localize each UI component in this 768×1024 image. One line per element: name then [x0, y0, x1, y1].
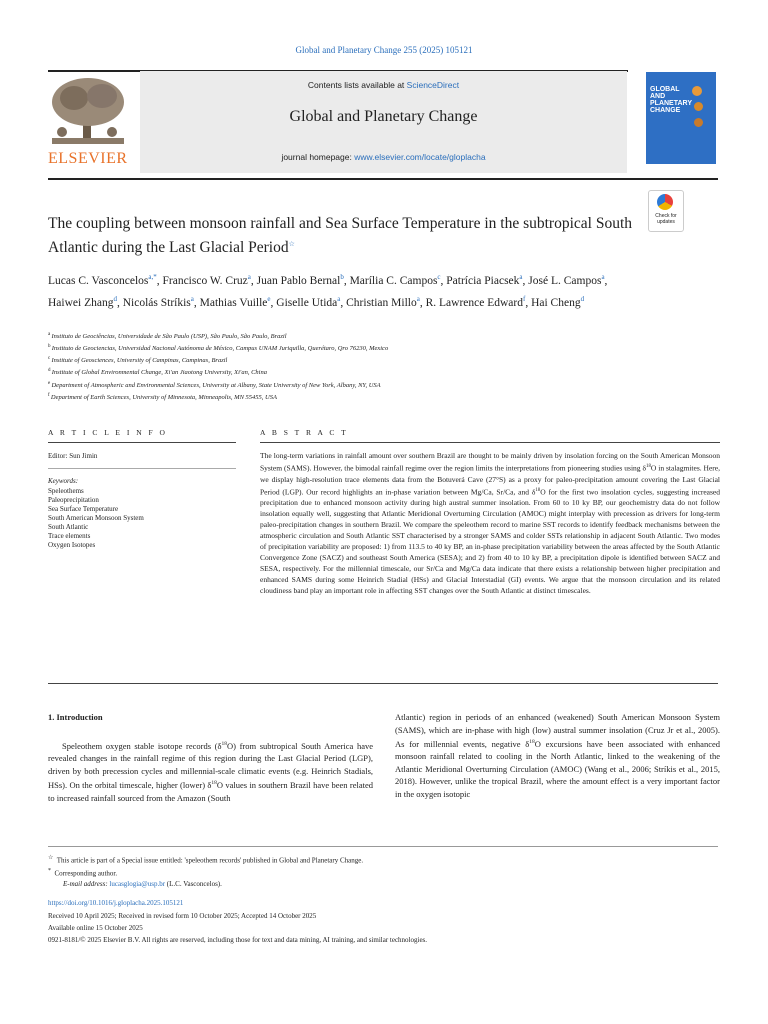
footnote-divider	[48, 846, 718, 847]
publisher-name: ELSEVIER	[48, 150, 128, 167]
section-heading: 1. Introduction	[48, 712, 103, 722]
keyword: South Atlantic	[48, 523, 89, 531]
affiliation: $^f$ Department of Earth Sciences, University of Minnesota, Minneapolis, MN 55455, USA	[48, 392, 277, 401]
copyright: 0921-8181/© 2025 Elsevier B.V. All rights are reserved, including those for text and data mining, AI training, and similar technologies.	[48, 936, 428, 944]
check-updates-icon	[657, 194, 673, 210]
doi-link[interactable]: https://doi.org/10.1016/j.gloplacha.2025.105121	[48, 899, 184, 907]
editor: Editor: Sun Jimin	[48, 452, 98, 460]
cover-title: GLOBAL AND PLANETARY CHANGE	[650, 86, 692, 114]
affiliation-marker[interactable]: a	[247, 273, 251, 281]
affiliation-marker[interactable]: a	[601, 273, 605, 281]
affiliation: $^b$ Instituto de Geociencias, Universidad Nacional Autónoma de México, Campus UNAM Juriquilla, Querétaro, Qro 76230, Mexico	[48, 344, 389, 353]
article-title: The coupling between monsoon rainfall and Sea Surface Temperature in the subtropical South Atlantic during the Last Glacial Period☆	[48, 215, 633, 257]
author-name[interactable]: Patrícia Piacsek	[446, 274, 520, 287]
author-name[interactable]: Hai Cheng	[531, 296, 581, 309]
author-name[interactable]: José L. Campos	[528, 274, 602, 287]
author-list: Lucas C. Vasconcelos$^{a,*}$, Francisco W. Cruz$^a$, Juan Pablo Bernal$^b$, Marília C. Campos$^c$, Patrícia Piacsek$^a$, José L. Campos$^a$, Haiwei Zhang$^d$, Nicolás Stríkis$^a$, Mathias Vuille$^e$, Giselle Utida$^a$, Christian Millo$^a$, R. Lawrence Edward$^f$, Hai Cheng$^d$	[48, 273, 608, 309]
affiliation-marker[interactable]: e	[267, 294, 271, 303]
affiliation-marker[interactable]: a	[416, 294, 420, 303]
affiliation-marker[interactable]: d	[113, 294, 117, 303]
affiliation-marker[interactable]: c	[437, 273, 441, 281]
footnote-special-issue: ☆ This article is part of a Special issue entitled: 'speleothem records' published in Global and Planetary Change.	[48, 855, 364, 865]
footnote-email: E-mail address: lucasglogia@usp.br (L.C. Vasconcelos).	[63, 880, 222, 888]
affiliation-marker[interactable]: a,*	[148, 273, 157, 281]
author-name[interactable]: Christian Millo	[346, 296, 417, 309]
author-name[interactable]: Giselle Utida	[276, 296, 338, 309]
keywords-label: Keywords:	[48, 477, 79, 485]
keyword: Trace elements	[48, 532, 91, 540]
header-bottom-rule	[48, 178, 718, 180]
check-updates-label: Check for updates	[655, 213, 677, 225]
affiliation: $^d$ Institute of Global Environmental Change, Xi'an Jiaotong University, Xi'an, China	[48, 368, 267, 377]
affiliation: $^a$ Instituto de Geociências, Universidade de São Paulo (USP), São Paulo, São Paulo, Brazil	[48, 332, 287, 341]
footnote-corresponding: * Corresponding author.	[48, 868, 118, 878]
email-link[interactable]: lucasglogia@usp.br	[109, 880, 166, 888]
affiliation-marker[interactable]: b	[340, 273, 344, 281]
affiliation-marker[interactable]: a	[190, 294, 194, 303]
intro-right-column: Atlantic) region in periods of an enhanced (weakened) South American Monsoon System (SAMS), which are in-phase with high (low) austral summer insolation (Cruz Jr et al., 2005). As for millennial events, negative $\delta^{18}O$ excursions have been associated with enhanced monsoon rainfall related to cooling in the North Atlantic, linked to the weakening of the Atlantic Meridional Overturning Circulation (AMOC) (Wang et al., 2006; Stríkis et al., 2015, 2018). However, unlike the tropical Brazil, where the amount effect is a very important factor in the oxygen isotopic	[395, 712, 720, 799]
author-name[interactable]: Nicolás Stríkis	[122, 296, 191, 309]
author-name[interactable]: Mathias Vuille	[199, 296, 268, 309]
contents-line: Contents lists available at ScienceDirect	[307, 80, 460, 90]
abstract-heading: A B S T R A C T	[260, 428, 349, 437]
journal-reference[interactable]: Global and Planetary Change 255 (2025) 105121	[295, 45, 473, 55]
affiliation: $^c$ Institute of Geosciences, University of Campinas, Campinas, Brazil	[48, 356, 228, 365]
homepage-link[interactable]: www.elsevier.com/locate/gloplacha	[354, 152, 486, 162]
intro-left-column: Speleothem oxygen stable isotope records $(\delta^{18}O)$ from subtropical South America have revealed changes in the rainfall regime of this region during the Last Glacial Period (LGP), driven by both precession cycles and millennial-scale climatic events (e.g. Heinrich Stadials, HSs). On the orbital timescale, higher (lower) $\delta^{18}O$ values in southern Brazil have been related to increased rainfall sourced from the Amazon (South	[48, 740, 373, 803]
affiliation-marker[interactable]: a	[337, 294, 341, 303]
keywords-list	[48, 487, 236, 550]
abstract-text: The long-term variations in rainfall amount over southern Brazil are thought to be mainly driven by insolation forcing on the South American Monsoon System (SAMS). However, the bimodal rainfall regime over the region limits the interpretations from pioneering studies using $\delta^{18}O$ in stalagmites. Here, we display high-resolution trace elements data from the Botuverá Cave (27°S) as a proxy for paleo-precipitation amount covering the Last Glacial Period (LGP). Our record highlights an in-phase variation between Mg/Ca, Sr/Ca, and $\delta^{18}O$ for the first two insolation cycles, suggesting increased precipitation due to enhanced monsoon activity during high austral summer insolation. From 60 to 10 ky BP, our geochemistry data do not follow insolation equally well, suggesting that Atlantic Meridional Overturning Circulation (AMOC) might interplay with precession as drivers for long-term paleo-precipitation changes in southern Brazil. We compare the speleothem record to marine SST records to identify feedback mechanisms between the atmospheric circulation and South Atlantic SST characterised by a stronger SAMS and colder SSTs relationship in adjacent South Atlantic. Two modes of precipitation variability are proposed: 1) from 113.5 to 40 ky BP, an in-phase precipitation variability between the areas affected by the South Atlantic Convergence Zone (SACZ) and southeast South America (SESA); and 2) from 40 to 10 ky BP, a precipitation dipole is identified between SACZ and SESA, respectively. For the millennial timescale, our Sr/Ca and Mg/Ca data indicate that there exists a relationship between higher precipitation and enhanced SAMS during some Heinrich Stadial (HSs) and Glacial Interstadial (GI) events. We argue that the monsoon circulation and its related cloudiness band play an important role in affecting SST changes over the South Atlantic at distinct timescales.	[260, 451, 720, 595]
journal-cover[interactable]	[646, 72, 716, 164]
journal-name: Global and Planetary Change	[289, 108, 478, 125]
elsevier-tree-logo	[48, 76, 128, 148]
author-name[interactable]: Haiwei Zhang	[48, 296, 114, 309]
keyword: Speleothems	[48, 487, 84, 495]
cover-globe-icon	[694, 102, 703, 111]
affiliation-marker[interactable]: a	[519, 273, 523, 281]
cover-globe-icon	[694, 118, 703, 127]
keyword: Sea Surface Temperature	[48, 505, 119, 513]
title-footnote-marker[interactable]: ☆	[288, 240, 295, 248]
check-for-updates-button[interactable]	[648, 190, 684, 232]
homepage-line: journal homepage: www.elsevier.com/locate/gloplacha	[281, 152, 486, 162]
author-name[interactable]: Marília C. Campos	[349, 274, 438, 287]
affiliation-marker[interactable]: d	[580, 294, 585, 303]
author-name[interactable]: R. Lawrence Edward	[425, 296, 523, 309]
affiliation-marker[interactable]: f	[522, 294, 526, 303]
keyword: Oxygen Isotopes	[48, 541, 96, 549]
available-date: Available online 15 October 2025	[48, 924, 143, 932]
received-dates: Received 10 April 2025; Received in revised form 10 October 2025; Accepted 14 October 2025	[48, 912, 317, 920]
affiliation: $^e$ Department of Atmospheric and Environmental Sciences, University at Albany, State University of New York, Albany, NY, USA	[48, 380, 381, 389]
article-info-heading: A R T I C L E I N F O	[48, 428, 168, 437]
sciencedirect-link[interactable]: ScienceDirect	[406, 80, 460, 90]
divider	[48, 683, 718, 684]
keyword: South American Monsoon System	[48, 514, 144, 522]
cover-globe-icon	[692, 86, 702, 96]
keyword: Paleoprecipitation	[48, 496, 99, 504]
affiliation-list	[48, 330, 688, 403]
divider	[260, 442, 720, 443]
journal-header	[140, 71, 627, 173]
divider	[48, 468, 236, 469]
author-name[interactable]: Lucas C. Vasconcelos	[48, 274, 149, 287]
divider	[48, 442, 236, 443]
author-name[interactable]: Francisco W. Cruz	[162, 274, 248, 287]
author-name[interactable]: Juan Pablo Bernal	[256, 274, 341, 287]
